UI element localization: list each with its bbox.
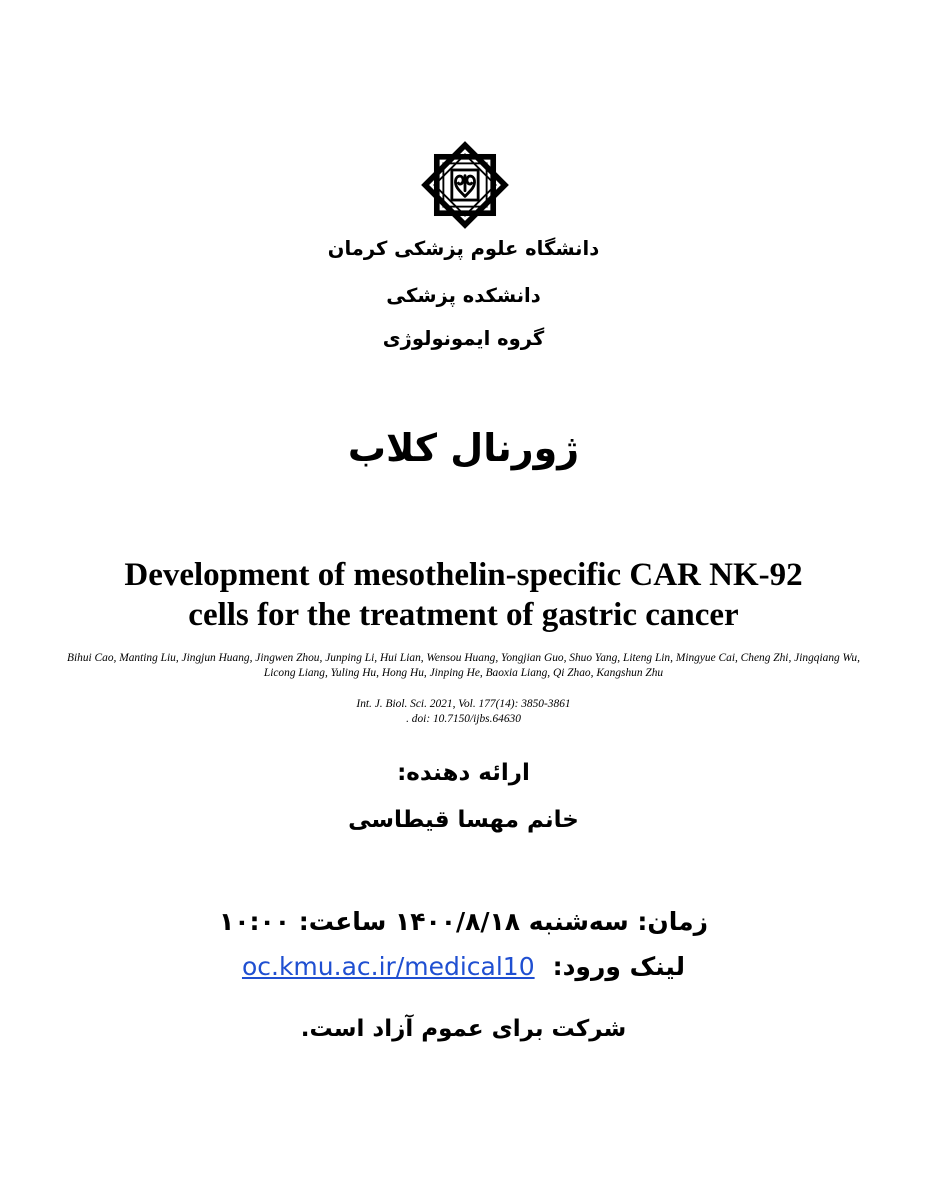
public-attendance-note: شرکت برای عموم آزاد است. bbox=[300, 1016, 627, 1042]
article-citation: Int. J. Biol. Sci. 2021, Vol. 177(14): 3850-3861 bbox=[356, 698, 571, 710]
article-authors: Bihui Cao, Manting Liu, Jingjun Huang, Jingwen Zhou, Junping Li, Hui Lian, Wensou Huang, Yongjian Guo, Shuo Yang, Liteng Lin, Mingyue Cai, Cheng Zhi, Jingqiang Wu, Licong Liang, Yuling Hu, Hong Hu, Jinping He, Baoxia Liang, Qi Zhao, Kangshun Zhu bbox=[67, 652, 860, 679]
presenter-name: خانم مهسا قیطاسی bbox=[348, 807, 579, 833]
faculty-name: دانشکده پزشکی bbox=[386, 284, 541, 307]
event-type-heading: ژورنال کلاب bbox=[347, 426, 580, 470]
university-emblem-icon bbox=[418, 138, 512, 232]
join-link-url[interactable]: oc.kmu.ac.ir/medical10 bbox=[241, 952, 535, 981]
department-name: گروه ایمونولوژی bbox=[382, 327, 545, 350]
join-link-label: لینک ورود: bbox=[552, 952, 686, 981]
article-doi: . doi: 10.7150/ijbs.64630 bbox=[406, 713, 521, 725]
schedule-line: زمان: سه‌شنبه ۱۴۰۰/۸/۱۸ ساعت: ۱۰:۰۰ bbox=[219, 907, 708, 936]
join-link-row bbox=[0, 952, 927, 981]
article-title-line-1: Development of mesothelin-specific CAR NK-92 bbox=[124, 557, 803, 593]
university-name: دانشگاه علوم پزشکی کرمان bbox=[327, 237, 600, 260]
article-title-line-2: cells for the treatment of gastric cancer bbox=[188, 597, 739, 633]
presenter-label: ارائه دهنده: bbox=[397, 760, 530, 786]
